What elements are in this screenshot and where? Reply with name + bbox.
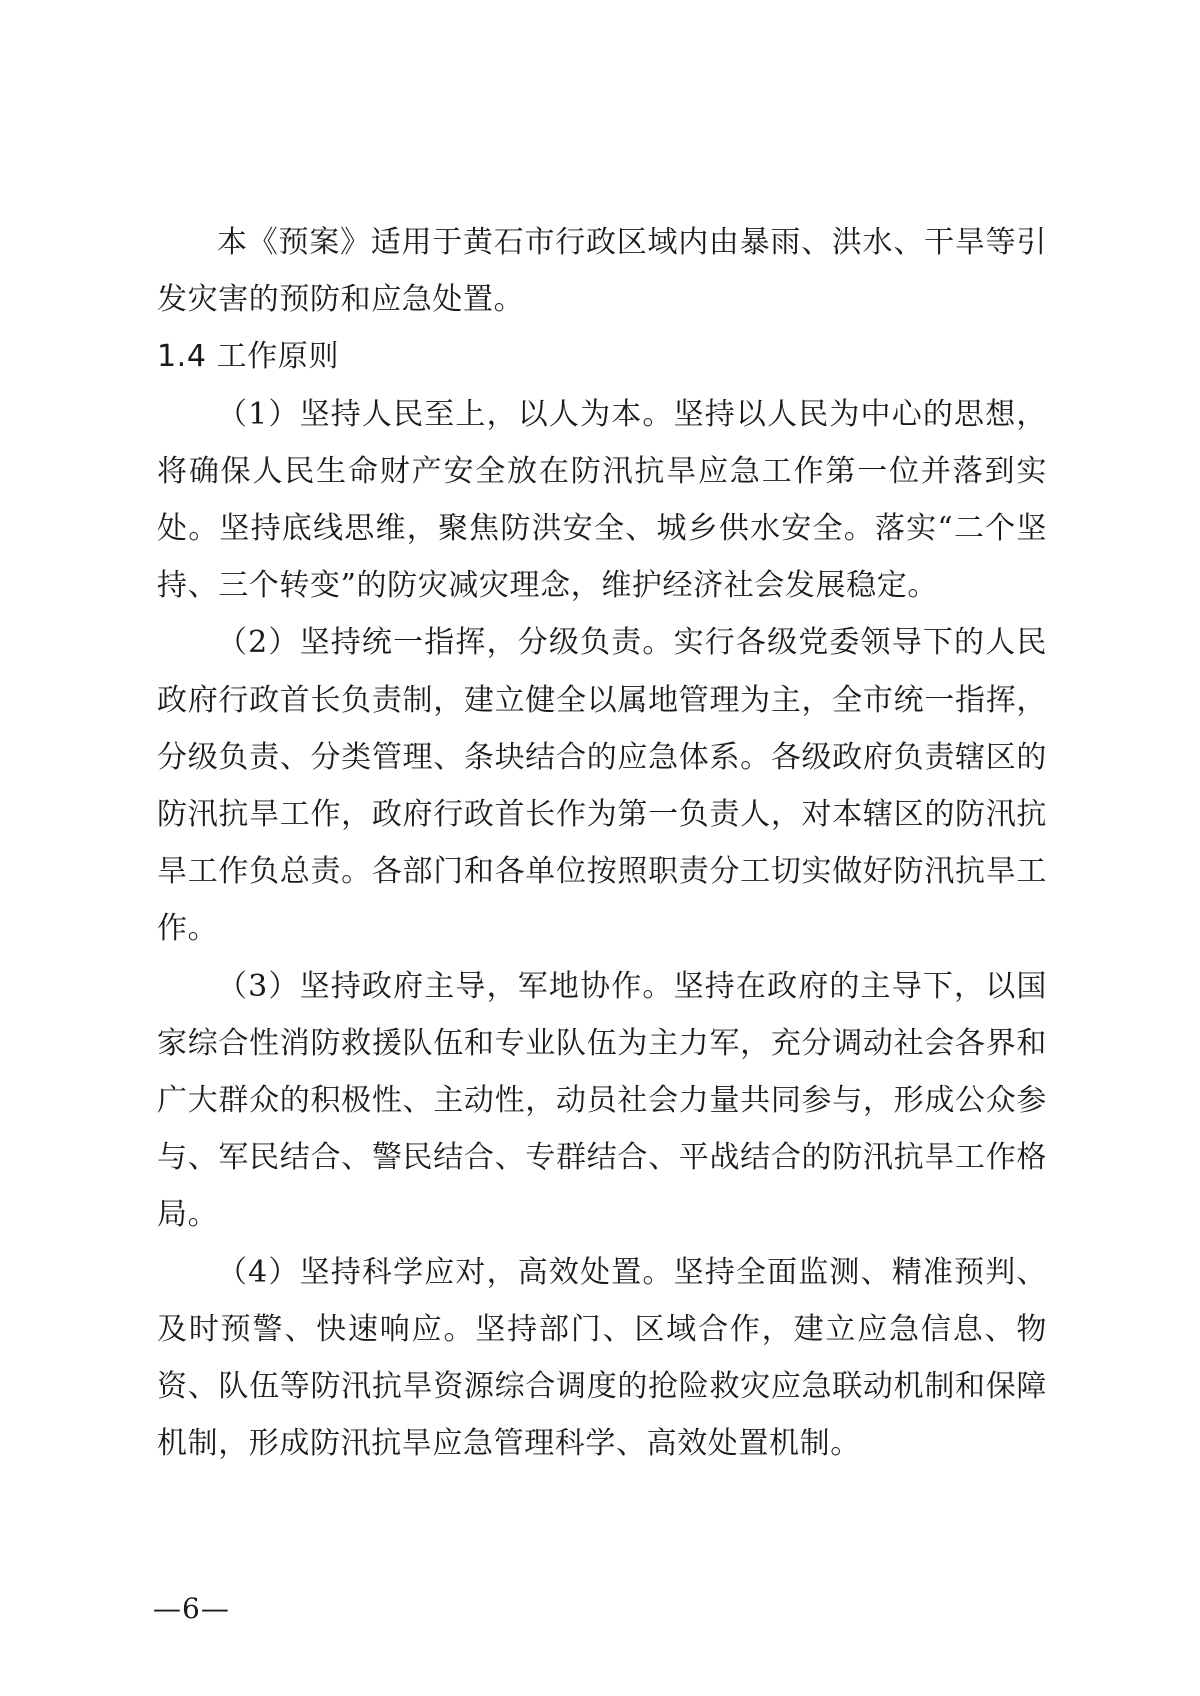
document-body xyxy=(157,214,1047,1472)
principle-3-paragraph: （3）坚持政府主导，军地协作。坚持在政府的主导下，以国家综合性消防救援队伍和专业队伍为主力军，充分调动社会各界和广大群众的积极性、主动性，动员社会力量共同参与，形成公众参与、军民结合、警民结合、专群结合、平战结合的防汛抗旱工作格局。 xyxy=(157,968,1047,1233)
principle-4-paragraph: （4）坚持科学应对，高效处置。坚持全面监测、精准预判、及时预警、快速响应。坚持部门、区域合作，建立应急信息、物资、队伍等防汛抗旱资源综合调度的抢险救灾应急联动机制和保障机制，形成防汛抗旱应急管理科学、高效处置机制。 xyxy=(157,1254,1047,1462)
page-number: —6— xyxy=(153,1592,230,1625)
section-heading-work-principles: 1.4 工作原则 xyxy=(157,339,340,375)
principle-1-paragraph: （1）坚持人民至上，以人为本。坚持以人民为中心的思想，将确保人民生命财产安全放在防汛抗旱应急工作第一位并落到实处。坚持底线思维，聚焦防洪安全、城乡供水安全。落实“二个坚持、三个转变”的防灾减灾理念，维护经济社会发展稳定。 xyxy=(157,396,1047,604)
scope-paragraph: 本《预案》适用于黄石市行政区域内由暴雨、洪水、干旱等引发灾害的预防和应急处置。 xyxy=(157,225,1047,318)
principle-2-paragraph: （2）坚持统一指挥，分级负责。实行各级党委领导下的人民政府行政首长负责制，建立健全以属地管理为主，全市统一指挥，分级负责、分类管理、条块结合的应急体系。各级政府负责辖区的防汛抗旱工作，政府行政首长作为第一负责人，对本辖区的防汛抗旱工作负总责。各部门和各单位按照职责分工切实做好防汛抗旱工作。 xyxy=(157,625,1047,947)
